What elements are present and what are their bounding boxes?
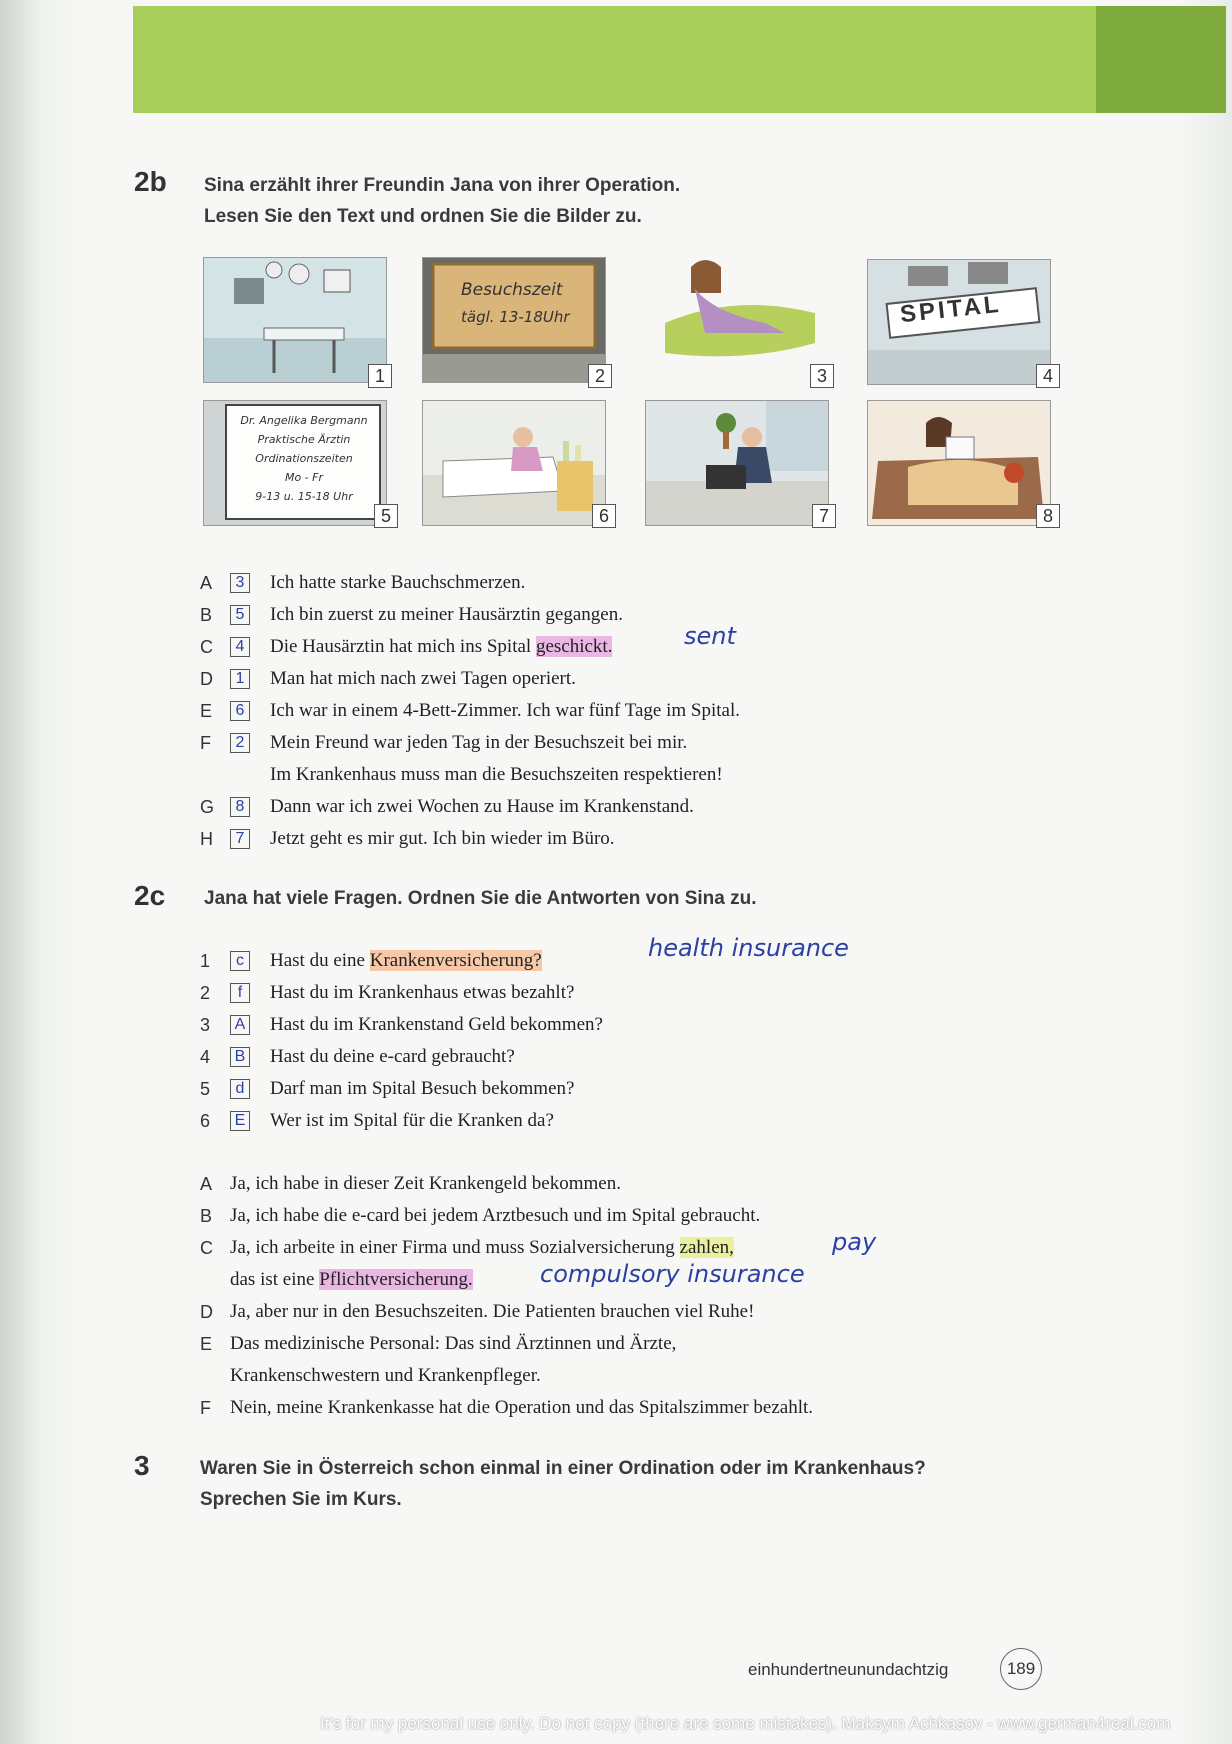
answer-box[interactable]: 8: [230, 797, 250, 817]
answer-text: [230, 1233, 734, 1263]
question-text-part: Hast du eine: [270, 950, 370, 971]
item-text: Im Krankenhaus muss man die Besuchszeiten respektieren!: [270, 764, 723, 785]
picture-number-4: 4: [1036, 364, 1060, 388]
header-banner-accent: [1096, 6, 1226, 113]
item-letter: A: [200, 573, 213, 593]
question-number: 2: [200, 983, 211, 1003]
handwritten-note: compulsory insurance: [540, 1260, 805, 1288]
answer-box[interactable]: f: [230, 983, 250, 1003]
picture-1: [203, 257, 387, 383]
answer-box[interactable]: 2: [230, 733, 250, 753]
section-2b-instruction: [204, 170, 680, 232]
highlighted-word: geschickt.: [535, 636, 613, 657]
picture-7: [645, 400, 829, 526]
watermark: It's for my personal use only. Do not copy (there are some mistakes). Maksym Achkasov - www.german4real.com: [320, 1714, 1171, 1733]
office-days: Mo - Fr: [284, 471, 324, 484]
section-2b-number: 2b: [134, 166, 167, 197]
picture-number-3: 3: [810, 364, 834, 388]
picture-number-5: 5: [374, 504, 398, 528]
office-hours: 9-13 u. 15-18 Uhr: [255, 490, 353, 503]
woman-office-icon: [646, 401, 828, 525]
operating-room-icon: [204, 258, 386, 382]
picture-4: [867, 259, 1051, 385]
sign-text-2: tägl. 13-18Uhr: [461, 308, 570, 326]
item-text: Man hat mich nach zwei Tagen operiert.: [270, 668, 576, 689]
woman-stomach-pain-icon: [645, 253, 827, 377]
instruction-line-1: Waren Sie in Österreich schon einmal in einer Ordination oder im Krankenhaus?: [200, 1458, 926, 1479]
answer-letter: A: [200, 1174, 213, 1194]
woman-reading-sofa-icon: [868, 401, 1050, 525]
answer-letter: C: [200, 1238, 213, 1258]
instruction-line-2: Lesen Sie den Text und ordnen Sie die Bilder zu.: [204, 206, 642, 227]
section-2c-instruction: Jana hat viele Fragen. Ordnen Sie die Antworten von Sina zu.: [204, 888, 757, 909]
question-text: Hast du deine e-card gebraucht?: [270, 1046, 515, 1067]
doctor-sign-text: [234, 411, 374, 506]
highlighted-word: Pflichtversicherung.: [319, 1269, 473, 1290]
picture-2: [422, 257, 606, 383]
item-text: Ich hatte starke Bauchschmerzen.: [270, 572, 526, 593]
item-text: Mein Freund war jeden Tag in der Besuchszeit bei mir.: [270, 732, 688, 753]
picture-8: [867, 400, 1051, 526]
question-text: [270, 947, 542, 975]
picture-6: [422, 400, 606, 526]
item-letter: E: [200, 701, 213, 721]
section-2c-number: 2c: [134, 880, 166, 911]
section-3-number: 3: [134, 1450, 150, 1481]
question-number: 1: [200, 951, 211, 971]
handwritten-note: health insurance: [648, 934, 849, 962]
question-number: 6: [200, 1111, 211, 1131]
answer-text: [230, 1265, 473, 1295]
answer-text: Krankenschwestern und Krankenpfleger.: [230, 1365, 541, 1386]
hospital-room-icon: [423, 401, 605, 525]
item-text: Ich war in einem 4-Bett-Zimmer. Ich war fünf Tage im Spital.: [270, 700, 741, 721]
picture-number-1: 1: [368, 364, 392, 388]
answer-box[interactable]: d: [230, 1079, 250, 1099]
picture-number-7: 7: [812, 504, 836, 528]
answer-text-part: das ist eine: [230, 1269, 320, 1290]
item-text: [270, 633, 612, 661]
answer-text: Ja, ich habe in dieser Zeit Krankengeld bekommen.: [230, 1173, 621, 1194]
item-letter: B: [200, 605, 213, 625]
office-hours-label: Ordinationszeiten: [255, 452, 353, 465]
answer-letter: B: [200, 1206, 213, 1226]
item-text: Dann war ich zwei Wochen zu Hause im Krankenstand.: [270, 796, 694, 817]
answer-text: Das medizinische Personal: Das sind Ärztinnen und Ärzte,: [230, 1333, 677, 1354]
handwritten-note: pay: [832, 1228, 877, 1256]
question-text: Hast du im Krankenhaus etwas bezahlt?: [270, 982, 575, 1003]
answer-text-part: Ja, ich arbeite in einer Firma und muss Sozialversicherung: [230, 1237, 680, 1258]
item-text-part: Die Hausärztin hat mich ins Spital: [270, 636, 536, 657]
answer-letter: E: [200, 1334, 213, 1354]
page-number: 189: [1000, 1648, 1042, 1690]
section-3-instruction: [200, 1453, 926, 1515]
answer-box[interactable]: B: [230, 1047, 250, 1067]
answer-letter: D: [200, 1302, 213, 1322]
header-banner: [133, 6, 1226, 113]
answer-box[interactable]: E: [230, 1111, 250, 1131]
item-letter: D: [200, 669, 213, 689]
answer-text: Nein, meine Krankenkasse hat die Operation und das Spitalszimmer bezahlt.: [230, 1397, 814, 1418]
question-text: Wer ist im Spital für die Kranken da?: [270, 1110, 554, 1131]
answer-box[interactable]: 1: [230, 669, 250, 689]
doctor-name: Dr. Angelika Bergmann: [240, 414, 368, 427]
item-letter: C: [200, 637, 213, 657]
item-letter: G: [200, 797, 215, 817]
handwritten-note: sent: [684, 622, 736, 650]
answer-box[interactable]: c: [230, 951, 250, 971]
item-letter: H: [200, 829, 213, 849]
question-number: 3: [200, 1015, 211, 1035]
highlighted-word: Krankenversicherung?: [369, 950, 542, 971]
spital-sign-text: SPITAL: [898, 290, 1003, 329]
picture-number-2: 2: [588, 364, 612, 388]
answer-letter: F: [200, 1398, 211, 1418]
answer-box[interactable]: 6: [230, 701, 250, 721]
instruction-line-1: Sina erzählt ihrer Freundin Jana von ihrer Operation.: [204, 175, 681, 196]
picture-5: [203, 400, 387, 526]
picture-number-8: 8: [1036, 504, 1060, 528]
question-text: Hast du im Krankenstand Geld bekommen?: [270, 1014, 603, 1035]
answer-text: Ja, aber nur in den Besuchszeiten. Die Patienten brauchen viel Ruhe!: [230, 1301, 755, 1322]
answer-box[interactable]: 5: [230, 605, 250, 625]
page-footer-text: einhundertneunundachtzig: [748, 1660, 949, 1679]
answer-text: Ja, ich habe die e-card bei jedem Arztbesuch und im Spital gebraucht.: [230, 1205, 761, 1226]
doctor-title: Praktische Ärztin: [257, 433, 351, 446]
answer-box[interactable]: A: [230, 1015, 250, 1035]
answer-box[interactable]: 4: [230, 637, 250, 657]
sign-text-1: Besuchszeit: [461, 280, 563, 300]
picture-3: [645, 253, 827, 377]
question-text: Darf man im Spital Besuch bekommen?: [270, 1078, 575, 1099]
answer-box[interactable]: 3: [230, 573, 250, 593]
answer-box[interactable]: 7: [230, 829, 250, 849]
item-letter: F: [200, 733, 211, 753]
picture-number-6: 6: [592, 504, 616, 528]
instruction-line-2: Sprechen Sie im Kurs.: [200, 1489, 402, 1510]
item-text: Jetzt geht es mir gut. Ich bin wieder im Büro.: [270, 828, 615, 849]
item-text: Ich bin zuerst zu meiner Hausärztin gegangen.: [270, 604, 623, 625]
question-number: 4: [200, 1047, 211, 1067]
highlighted-word: zahlen,: [679, 1237, 734, 1258]
question-number: 5: [200, 1079, 211, 1099]
